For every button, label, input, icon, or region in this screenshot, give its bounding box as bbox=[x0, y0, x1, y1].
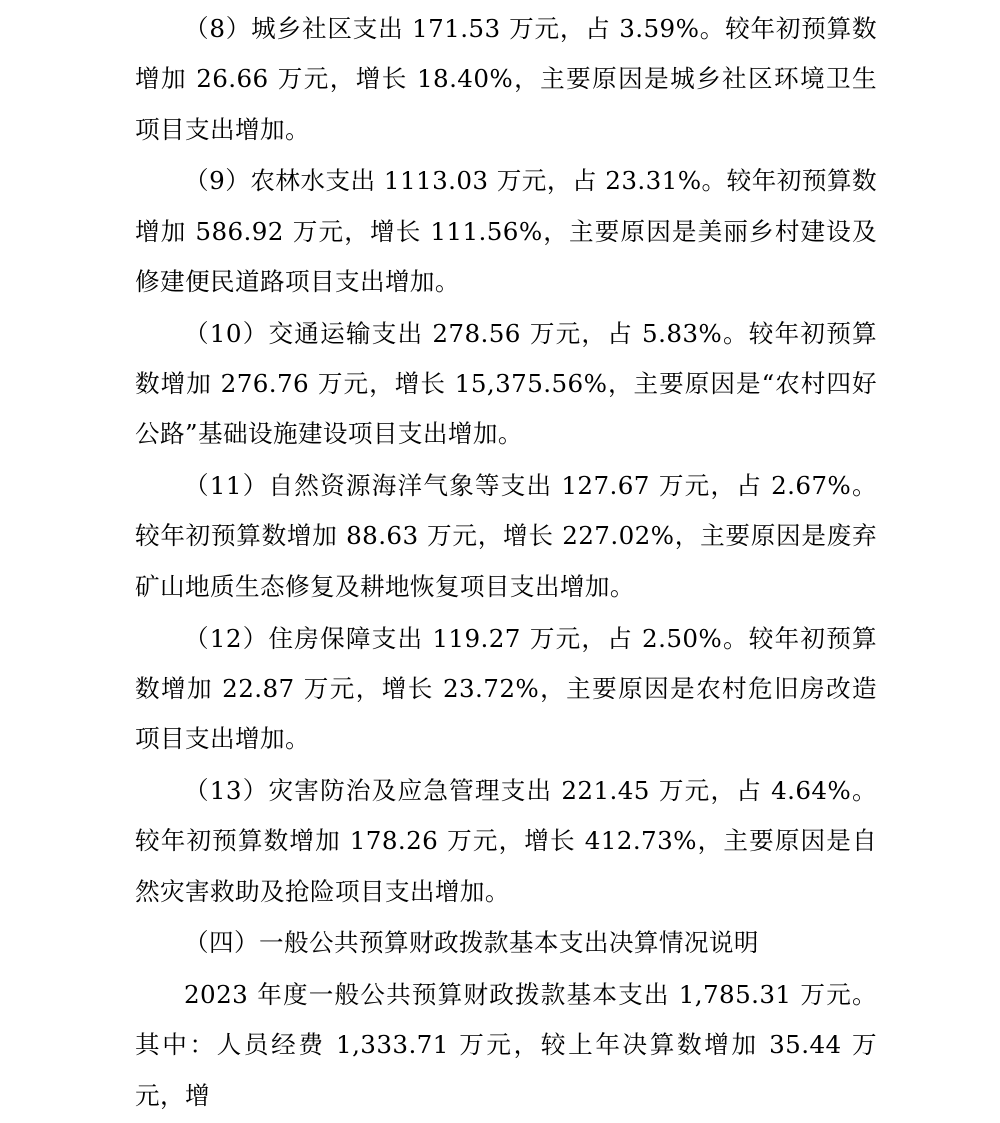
paragraph-natural-resources: （11）自然资源海洋气象等支出 127.67 万元，占 2.67%。较年初预算数增加 88.63 万元，增长 227.02%，主要原因是废弃矿山地质生态修复及耕地恢复项目支出增加。 bbox=[135, 471, 877, 601]
paragraph-basic-expenditure: 2023 年度一般公共预算财政拨款基本支出 1,785.31 万元。其中：人员经费 1,333.71 万元，较上年决算数增加 35.44 万元，增 bbox=[135, 980, 877, 1110]
paragraph-housing-security: （12）住房保障支出 119.27 万元，占 2.50%。较年初预算数增加 22.87 万元，增长 23.72%，主要原因是农村危旧房改造项目支出增加。 bbox=[135, 623, 877, 754]
paragraph-disaster-prevention: （13）灾害防治及应急管理支出 221.45 万元，占 4.64%。较年初预算数增加 178.26 万元，增长 412.73%，主要原因是自然灾害救助及抢险项目支出增加。 bbox=[135, 775, 877, 906]
document-page bbox=[135, 4, 877, 1123]
section-heading: （四）一般公共预算财政拨款基本支出决算情况说明 bbox=[184, 928, 759, 958]
paragraph-transportation: （10）交通运输支出 278.56 万元，占 5.83%。较年初预算数增加 276.76 万元，增长 15,375.56%，主要原因是“农村四好公路”基础设施建设项目支出增加。 bbox=[135, 318, 877, 449]
paragraph-urban-rural-community: （8）城乡社区支出 171.53 万元，占 3.59%。较年初预算数增加 26.66 万元，增长 18.40%，主要原因是城乡社区环境卫生项目支出增加。 bbox=[135, 14, 877, 144]
paragraph-agriculture-forestry-water: （9）农林水支出 1113.03 万元，占 23.31%。较年初预算数增加 586.92 万元，增长 111.56%，主要原因是美丽乡村建设及修建便民道路项目支出增加。 bbox=[135, 166, 877, 296]
